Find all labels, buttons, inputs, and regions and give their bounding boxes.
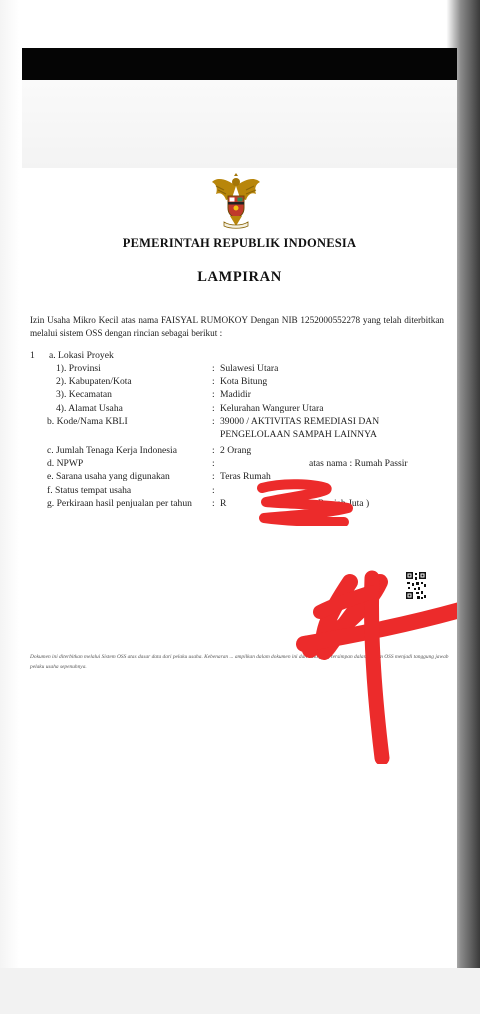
field-value: Madidir [220,389,251,400]
field-row-sarana [22,470,457,483]
field-value: Teras Rumah [220,471,271,482]
field-row-tenaga-kerja [22,444,457,457]
field-label: d. NPWP [47,458,84,469]
field-value: Kelurahan Wangurer Utara [220,403,324,414]
field-row-kabupaten [22,375,457,388]
field-label: b. Kode/Nama KBLI [47,416,128,427]
field-colon: : [212,403,215,414]
handwritten-red-mark [290,552,457,764]
field-value: Kota Bitung [220,376,268,387]
intro-paragraph: Izin Usaha Mikro Kecil atas nama FAISYAL RUMOKOY Dengan NIB 1252000552278 yang telah diterbitkan melalui sistem OSS dengan rincian sebagai berikut : [30,315,444,338]
field-colon: : [212,471,215,482]
field-label: 1). Provinsi [56,363,101,374]
field-label: 2). Kabupaten/Kota [56,376,132,387]
field-colon: : [212,445,215,456]
section-a-label: a. Lokasi Proyek [49,350,114,361]
sales-suffix: Rupiah Juta ) [318,498,370,509]
garuda-emblem-icon [210,172,262,230]
field-row-penjualan [22,497,457,510]
field-colon: : [212,363,215,374]
bottom-strip [0,968,480,1014]
document-page [22,48,457,968]
field-row-provinsi [22,362,457,375]
item-number: 1 [30,350,35,361]
field-label: 4). Alamat Usaha [56,403,123,414]
document-title: LAMPIRAN [197,269,282,285]
field-colon: : [212,416,215,427]
field-colon: : [212,458,215,469]
section-heading-row [22,349,457,362]
field-value: R [220,498,227,509]
field-row-kbli-cont [22,428,457,441]
field-row-kbli [22,415,457,428]
field-label: e. Sarana usaha yang digunakan [47,471,170,482]
field-colon: : [212,376,215,387]
field-colon: : [212,498,215,509]
field-label: f. Status tempat usaha [47,485,132,496]
field-label: 3). Kecamatan [56,389,112,400]
redaction-scribble [254,478,354,526]
header-zone [22,80,457,168]
field-label: g. Perkiraan hasil penjualan per tahun [47,498,192,509]
field-value: 2 Orang [220,445,252,456]
field-value: 39000 / AKTIVITAS REMEDIASI DAN [220,416,380,427]
npwp-owner-name: atas nama : Rumah Passir [309,458,408,469]
field-value: Sulawesi Utara [220,363,279,374]
field-row-npwp [22,457,457,470]
footer-disclaimer: Dokumen ini diterbitkan melalui Sistem OSS atas dasar data dari pelaku usaha. Kebenaran ... ampilkan dalam dokumen ini dan data yang tersimpan dalam Sistem OSS menjadi tanggung jawab pelaku usaha sepenuhnya. [30,654,449,670]
field-row-alamat [22,402,457,415]
field-row-status [22,484,457,497]
field-value: PENGELOLAAN SAMPAH LAINNYA [220,429,377,440]
top-bar [22,48,457,80]
field-label: c. Jumlah Tenaga Kerja Indonesia [47,445,177,456]
field-colon: : [212,389,215,400]
field-row-kecamatan [22,388,457,401]
field-colon: : [212,485,215,496]
government-title: PEMERINTAH REPUBLIK INDONESIA [122,236,357,250]
